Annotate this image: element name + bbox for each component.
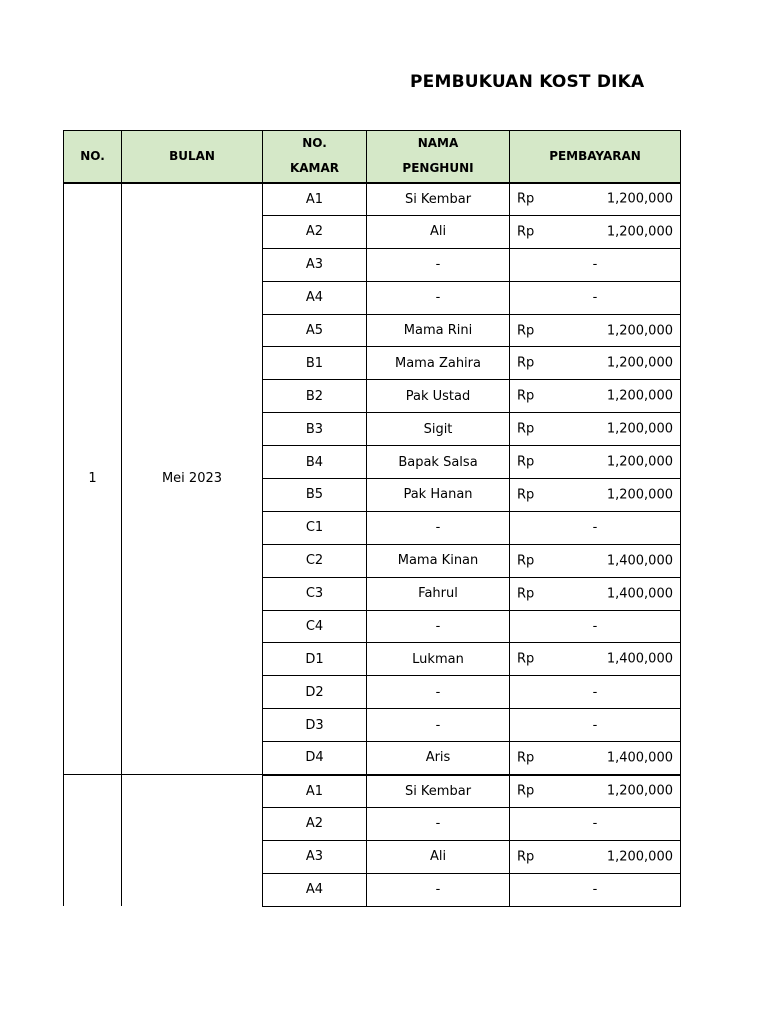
cell-pembayaran [510,775,681,808]
cell-no-kamar: D4 [263,742,367,775]
cell-no: 1 [64,183,122,775]
cell-pembayaran [510,380,681,413]
cell-pembayaran [510,215,681,248]
cell-nama-penghuni: - [367,511,510,544]
cell-pembayaran: - [510,511,681,544]
payment-amount: 1,200,000 [606,323,673,338]
currency-label: Rp [517,421,535,437]
cell-nama-penghuni: Mama Kinan [367,544,510,577]
cell-pembayaran [510,446,681,479]
cell-nama-penghuni: Lukman [367,643,510,676]
cell-no-kamar: A2 [263,215,367,248]
cell-pembayaran: - [510,248,681,281]
cell-nama-penghuni: - [367,248,510,281]
cell-no-kamar: B4 [263,446,367,479]
payment-amount: 1,200,000 [606,487,673,503]
cell-no-kamar: C1 [263,511,367,544]
header-nama-penghuni [367,131,510,183]
header-nama-line2: PENGHUNI [402,161,474,176]
header-no: NO. [64,131,122,183]
cell-bulan [122,775,263,907]
cell-nama-penghuni: Pak Hanan [367,479,510,512]
currency-label: Rp [517,651,535,667]
payment-amount: 1,200,000 [606,224,673,240]
cell-nama-penghuni: Mama Zahira [367,347,510,380]
cell-nama-penghuni: Sigit [367,413,510,446]
cell-nama-penghuni: Si Kembar [367,775,510,808]
cell-nama-penghuni: Aris [367,742,510,775]
currency-label: Rp [517,553,535,569]
cell-nama-penghuni: - [367,807,510,840]
header-no-kamar-line2: KAMAR [289,161,340,176]
cell-no-kamar: B1 [263,347,367,380]
header-no-kamar [263,131,367,183]
currency-label: Rp [517,388,535,404]
cell-pembayaran [510,643,681,676]
cell-no-kamar: D3 [263,709,367,742]
cell-nama-penghuni: Mama Rini [367,314,510,347]
cell-pembayaran [510,742,681,775]
cell-no-kamar: A1 [263,183,367,216]
cell-nama-penghuni: Fahrul [367,577,510,610]
cell-pembayaran: - [510,709,681,742]
cell-nama-penghuni: - [367,709,510,742]
cell-nama-penghuni: - [367,281,510,314]
cell-nama-penghuni: Pak Ustad [367,380,510,413]
cell-no-kamar: A4 [263,281,367,314]
payment-amount: 1,200,000 [606,454,673,470]
currency-label: Rp [517,783,535,799]
cell-pembayaran [510,840,681,873]
cell-nama-penghuni: Ali [367,840,510,873]
cell-pembayaran [510,479,681,512]
header-pembayaran: PEMBAYARAN [510,131,681,183]
payment-amount: 1,400,000 [606,553,673,569]
cell-nama-penghuni: Si Kembar [367,183,510,216]
payment-amount: 1,400,000 [606,586,673,602]
currency-label: Rp [517,191,535,207]
cell-pembayaran [510,544,681,577]
cell-pembayaran [510,183,681,216]
cell-no [64,775,122,907]
payment-amount: 1,400,000 [606,651,673,667]
cell-nama-penghuni: - [367,676,510,709]
cell-no-kamar: B3 [263,413,367,446]
table-row [64,183,681,216]
cell-no-kamar: A3 [263,840,367,873]
payment-amount: 1,200,000 [606,849,673,865]
cell-nama-penghuni: - [367,610,510,643]
cell-pembayaran [510,347,681,380]
currency-label: Rp [517,487,535,503]
header-row [64,131,681,183]
currency-label: Rp [517,849,535,865]
page-title: PEMBUKUAN KOST DIKA [410,72,645,92]
cell-no-kamar: C2 [263,544,367,577]
header-nama-line1: NAMA [417,136,459,151]
header-no-kamar-line1: NO. [302,136,327,151]
cell-pembayaran [510,577,681,610]
payment-amount: 1,200,000 [606,783,673,799]
payment-amount: 1,200,000 [606,421,673,437]
cell-no-kamar: A4 [263,873,367,906]
currency-label: Rp [517,454,535,470]
currency-label: Rp [517,224,535,240]
table-row [64,775,681,808]
cell-pembayaran: - [510,873,681,906]
cell-pembayaran [510,413,681,446]
cell-no-kamar: A5 [263,314,367,347]
cell-no-kamar: A3 [263,248,367,281]
cell-no-kamar: D2 [263,676,367,709]
cell-nama-penghuni: Bapak Salsa [367,446,510,479]
cell-no-kamar: C4 [263,610,367,643]
cell-pembayaran: - [510,676,681,709]
cell-no-kamar: B2 [263,380,367,413]
cell-nama-penghuni: - [367,873,510,906]
currency-label: Rp [517,586,535,602]
cell-pembayaran [510,314,681,347]
ledger-table [63,130,681,907]
cell-no-kamar: C3 [263,577,367,610]
currency-label: Rp [517,323,535,338]
payment-amount: 1,200,000 [606,355,673,371]
cell-no-kamar: B5 [263,479,367,512]
currency-label: Rp [517,750,535,766]
cell-pembayaran: - [510,610,681,643]
cell-bulan: Mei 2023 [122,183,263,775]
header-bulan: BULAN [122,131,263,183]
payment-amount: 1,400,000 [606,750,673,766]
cell-pembayaran: - [510,807,681,840]
payment-amount: 1,200,000 [606,191,673,207]
table-body [64,183,681,907]
cell-nama-penghuni: Ali [367,215,510,248]
cell-no-kamar: D1 [263,643,367,676]
currency-label: Rp [517,355,535,371]
cell-pembayaran: - [510,281,681,314]
payment-amount: 1,200,000 [606,388,673,404]
cell-no-kamar: A1 [263,775,367,808]
cell-no-kamar: A2 [263,807,367,840]
